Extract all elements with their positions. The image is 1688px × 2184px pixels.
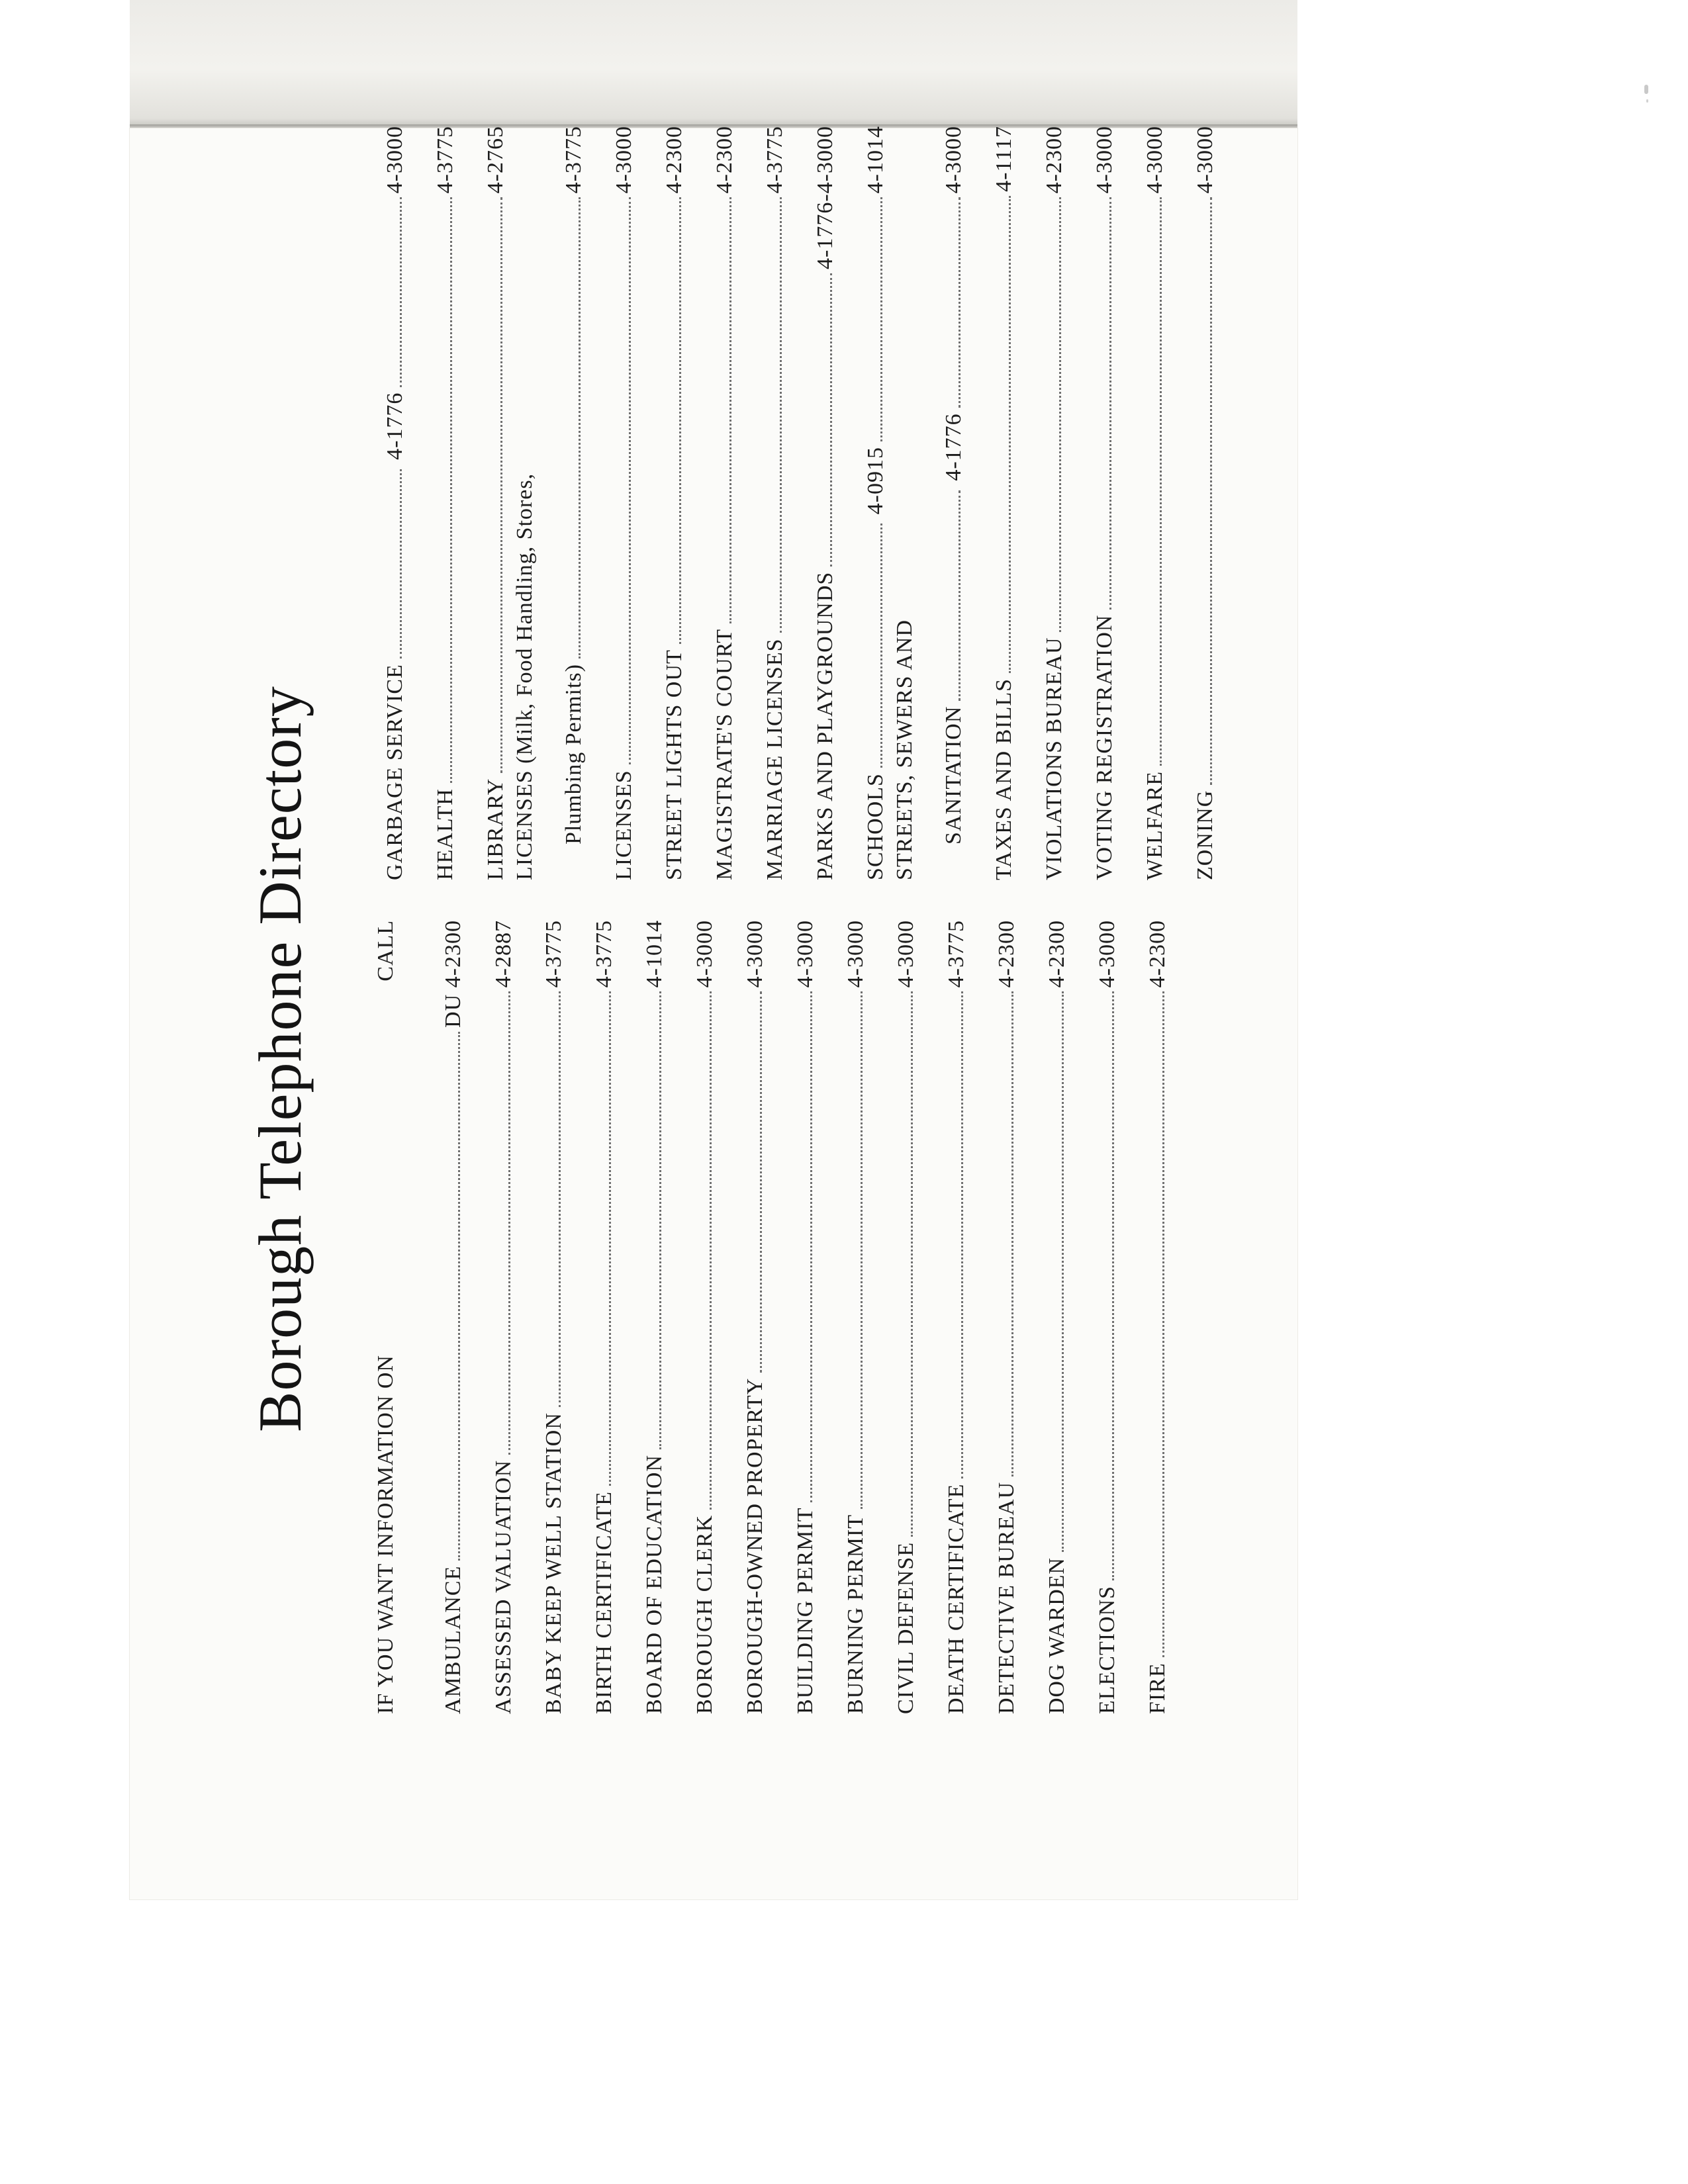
directory-entry [667, 920, 718, 1714]
entry-name: BUILDING PERMIT [793, 1507, 818, 1714]
directory-entry [416, 920, 466, 1714]
directory-entry [687, 126, 737, 880]
entry-name: BABY KEEP WELL STATION [541, 1412, 566, 1714]
directory-entry [919, 920, 969, 1714]
entry-phone: 4-2300 [1045, 920, 1069, 988]
dot-leader [1112, 991, 1114, 1580]
entry-phone: 4-1014 [863, 126, 888, 194]
entry-phone: 4-1117 [992, 126, 1016, 192]
dot-leader [500, 197, 502, 772]
dot-leader [450, 197, 452, 783]
entry-name: VOTING REGISTRATION [1092, 614, 1117, 880]
dot-leader [729, 197, 731, 623]
directory-entry [818, 920, 868, 1714]
entry-name: BOROUGH-OWNED PROPERTY [743, 1377, 767, 1714]
dot-leader [880, 523, 882, 768]
dot-leader [780, 197, 782, 633]
directory-entry [458, 126, 508, 880]
directory-entry [1067, 126, 1117, 880]
entry-phone: 4-3000 [692, 920, 717, 988]
left-entry-list [416, 920, 1170, 1714]
directory-entry [567, 920, 617, 1714]
directory-entry [737, 126, 788, 880]
entry-phone: 4-3775 [944, 920, 968, 988]
dot-leader [1160, 197, 1162, 766]
entry-name: ELECTIONS [1095, 1585, 1119, 1714]
column-header [357, 920, 399, 1714]
entry-name: FIRE [1145, 1662, 1170, 1714]
entry-phone: 4-3000 [793, 920, 818, 988]
entry-name: ZONING [1193, 790, 1217, 880]
entry-name: STREET LIGHTS OUT [662, 649, 686, 880]
dot-leader [861, 991, 863, 1509]
scan-speck [1644, 85, 1648, 94]
dot-leader [830, 273, 832, 567]
directory-entry [586, 126, 637, 880]
dot-leader [911, 991, 913, 1537]
entry-phone: 4-3775 [433, 126, 457, 194]
dot-leader [629, 197, 631, 764]
entry-phone: 4-3000 [1092, 126, 1117, 194]
directory-entry [838, 126, 888, 880]
dot-leader [659, 991, 661, 1449]
directory-entry [966, 126, 1017, 880]
entry-phone: 4-3000 [1143, 126, 1167, 194]
dot-leader [810, 991, 812, 1502]
dot-leader [400, 197, 402, 387]
dot-leader [880, 197, 882, 441]
entry-phone-alt: 4-1776 [383, 392, 407, 460]
entry-name: MARRIAGE LICENSES [763, 638, 787, 880]
header-call-label: CALL [373, 920, 398, 981]
directory-entry [357, 126, 408, 880]
entry-phone: 4-3000 [843, 920, 868, 988]
dot-leader [508, 991, 510, 1454]
entry-phone: 4-1014 [642, 920, 667, 988]
dot-leader [1011, 991, 1013, 1476]
directory-entry [466, 920, 516, 1714]
dot-leader [1009, 196, 1011, 673]
directory-entry [617, 920, 667, 1714]
entry-phone: 4-3000 [941, 126, 966, 194]
entry-name-continuation: SANITATION [941, 705, 966, 844]
directory-entry [888, 126, 966, 880]
dot-leader [679, 197, 681, 644]
directory-entry [788, 126, 838, 880]
entry-phone: 4-3775 [592, 920, 616, 988]
entry-phone: 4-2765 [483, 126, 508, 194]
directory-entry [508, 126, 586, 880]
dot-leader [959, 197, 961, 408]
entry-phone: 4-2300 [1145, 920, 1170, 988]
directory-entry [1120, 920, 1170, 1714]
directory-entry [1168, 126, 1218, 880]
directory-content [232, 125, 1217, 1853]
directory-entry [1117, 126, 1168, 880]
left-column [357, 920, 1170, 1714]
entry-phone: 4-3775 [763, 126, 787, 194]
entry-phone: 4-2887 [491, 920, 516, 988]
entry-phone: 4-2300 [994, 920, 1019, 988]
entry-continuation-line [941, 126, 966, 880]
dot-leader [1059, 197, 1061, 631]
dot-leader [400, 469, 402, 659]
directory-entry [1070, 920, 1120, 1714]
entry-phone-alt: 4-1776 [941, 413, 966, 481]
entry-continuation-line [561, 126, 586, 880]
entry-name: BOARD OF EDUCATION [642, 1454, 667, 1714]
entry-phone: 4-3000 [1193, 126, 1217, 194]
entry-phone: 4-2300 [712, 126, 737, 194]
right-entry-list [357, 126, 1218, 880]
entry-phone-alt: 4-0915 [863, 447, 888, 515]
entry-phone: 4-3000 [894, 920, 918, 988]
entry-name: AMBULANCE [441, 1565, 465, 1714]
dot-leader [579, 197, 581, 659]
entry-name: LIBRARY [483, 778, 508, 880]
dot-leader [760, 991, 762, 1372]
header-info-label: IF YOU WANT INFORMATION ON [373, 1355, 398, 1714]
directory-entry [1017, 126, 1067, 880]
directory-entry [408, 126, 458, 880]
entry-name: BOROUGH CLERK [692, 1514, 717, 1714]
entry-phone: 4-2300 [662, 126, 686, 194]
directory-entry [868, 920, 919, 1714]
entry-phone: 4-3775 [541, 920, 566, 988]
entry-name: PARKS AND PLAYGROUNDS [813, 571, 837, 880]
dot-leader [961, 991, 963, 1478]
right-column [357, 126, 1218, 880]
entry-phone: 4-3000 [743, 920, 767, 988]
entry-name: DEATH CERTIFICATE [944, 1483, 968, 1714]
entry-phone: 4-1776-4-3000 [813, 126, 837, 269]
entry-name: LICENSES [612, 770, 636, 880]
entry-phone: 4-3000 [1095, 920, 1119, 988]
entry-name: ASSESSED VALUATION [491, 1459, 516, 1714]
entry-phone: 4-3775 [561, 126, 586, 194]
directory-entry [718, 920, 768, 1714]
directory-entry [516, 920, 567, 1714]
dot-leader [559, 991, 561, 1407]
directory-entry [768, 920, 818, 1714]
dot-leader [458, 1032, 460, 1561]
entry-name: WELFARE [1143, 770, 1167, 880]
entry-phone: 4-3000 [612, 126, 636, 194]
dot-leader [959, 490, 961, 701]
page-title: Borough Telephone Directory [246, 686, 314, 1432]
entry-phone: 4-2300 [1042, 126, 1066, 194]
dot-leader [1109, 197, 1111, 609]
entry-name: GARBAGE SERVICE [383, 664, 407, 880]
entry-phone: DU 4-2300 [441, 920, 465, 1028]
dot-leader [1062, 991, 1064, 1552]
entry-name: TAXES AND BILLS [992, 678, 1016, 880]
directory-entry [1019, 920, 1070, 1714]
entry-name: SCHOOLS [863, 773, 888, 880]
directory-entry [969, 920, 1019, 1714]
entry-name: STREETS, SEWERS AND [892, 619, 917, 880]
entry-name: HEALTH [433, 788, 457, 880]
entry-name: BIRTH CERTIFICATE [592, 1491, 616, 1714]
entry-name: BURNING PERMIT [843, 1514, 868, 1714]
scan-speck [1646, 99, 1648, 103]
entry-name: CIVIL DEFENSE [894, 1541, 918, 1714]
entry-name: DOG WARDEN [1045, 1557, 1069, 1714]
dot-leader [609, 991, 611, 1486]
dot-leader [1162, 991, 1164, 1657]
entry-name: VIOLATIONS BUREAU [1042, 637, 1066, 880]
entry-phone: 4-3000 [383, 125, 407, 194]
page-fold [130, 0, 1297, 126]
dot-leader [710, 991, 712, 1510]
entry-name: DETECTIVE BUREAU [994, 1481, 1019, 1714]
entry-name: LICENSES (Milk, Food Handling, Stores, [512, 473, 537, 880]
entry-name: MAGISTRATE'S COURT [712, 628, 737, 880]
dot-leader [1210, 197, 1212, 784]
directory-entry [637, 126, 687, 880]
entry-name-continuation: Plumbing Permits) [561, 664, 586, 844]
